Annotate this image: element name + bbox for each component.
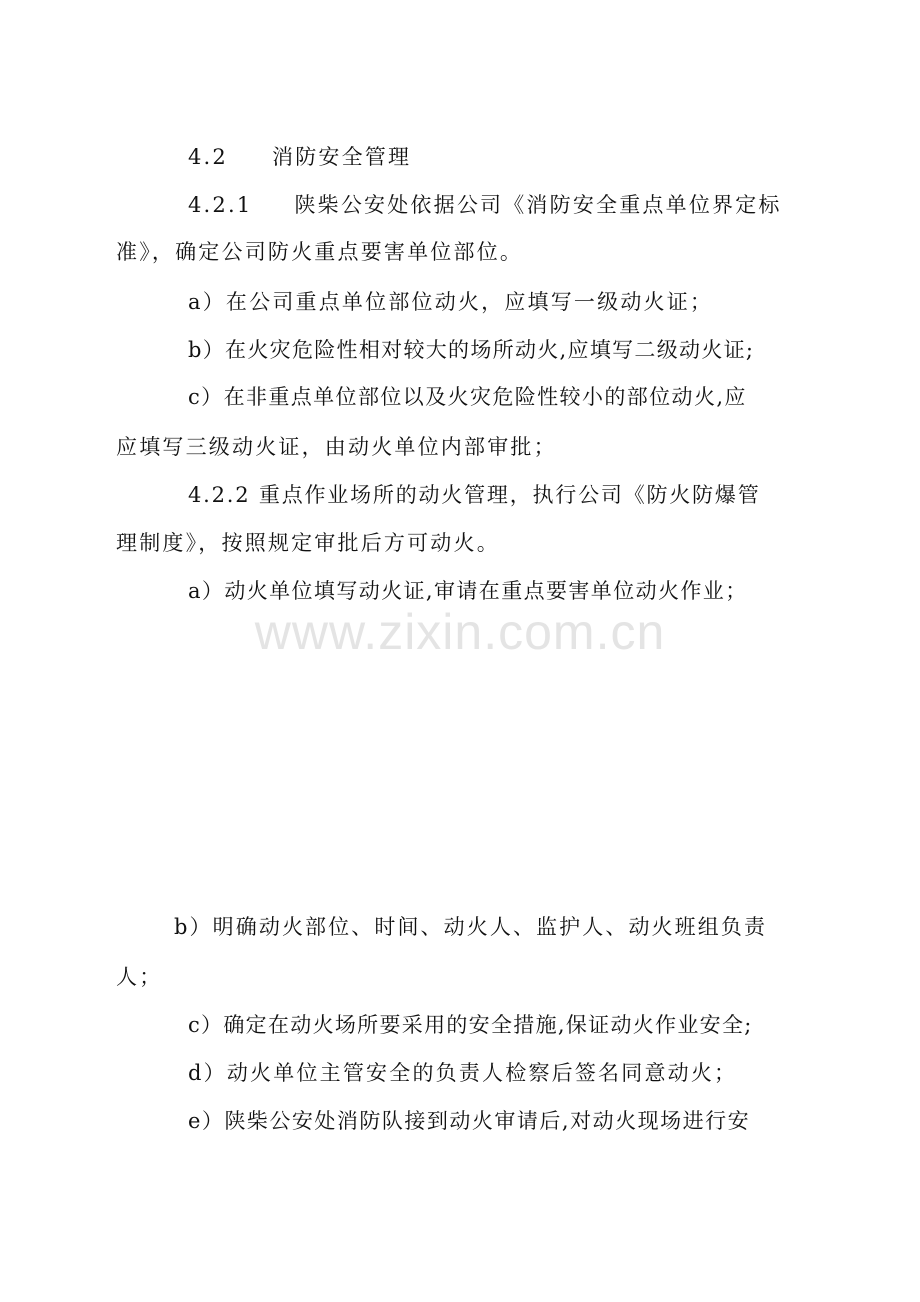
item-text: 动火单位填写动火证,审请在重点要害单位动火作业；	[224, 579, 748, 603]
section-title: 消防安全管理	[272, 145, 412, 169]
item-text: 明确动火部位、时间、动火人、监护人、动火班组负责	[212, 915, 768, 939]
list-item	[188, 334, 754, 366]
item-text: 陕柴公安处消防队接到动火审请后,对动火现场进行安	[224, 1109, 751, 1133]
list-item-continuation: 人；	[116, 965, 163, 989]
item-text: 动火单位主管安全的负责人检察后签名同意动火；	[226, 1061, 738, 1085]
item-label: a）	[188, 290, 226, 314]
list-item	[188, 1009, 753, 1041]
section-number: 4.2	[188, 145, 228, 169]
list-item	[188, 286, 713, 318]
watermark: www.zixin.com.cn	[254, 604, 666, 660]
list-item-continuation: 应填写三级动火证，由动火单位内部审批；	[116, 435, 557, 459]
item-text: 在公司重点单位部位动火，应填写一级动火证；	[225, 290, 714, 314]
item-label: b）	[188, 338, 226, 362]
item-label: c）	[188, 385, 224, 409]
item-label: a）	[188, 579, 225, 603]
item-label: b）	[174, 915, 213, 939]
item-text: 在非重点单位部位以及火灾危险性较小的部位动火,应	[223, 385, 747, 409]
item-label: e）	[188, 1109, 225, 1133]
list-item	[188, 381, 747, 413]
item-text: 确定在动火场所要采用的安全措施,保证动火作业安全;	[223, 1013, 753, 1037]
paragraph-text: 陕柴公安处依据公司《消防安全重点单位界定标	[294, 193, 782, 217]
section-4-2-1-line2: 准》，确定公司防火重点要害单位部位。	[116, 240, 524, 264]
section-4-2-2-line1: 4.2.2 重点作业场所的动火管理，执行公司《防火防爆管	[188, 483, 761, 507]
item-label: c）	[188, 1013, 224, 1037]
section-4-2-heading	[188, 141, 411, 173]
list-item	[188, 1105, 750, 1137]
section-4-2-2-line2: 理制度》，按照规定审批后方可动火。	[116, 531, 500, 555]
section-number: 4.2.1	[188, 193, 253, 217]
list-item	[174, 911, 767, 943]
section-4-2-1-line1	[188, 189, 782, 221]
item-label: d）	[188, 1061, 227, 1085]
list-item	[188, 1057, 737, 1089]
item-text: 在火灾危险性相对较大的场所动火,应填写二级动火证;	[225, 338, 755, 362]
